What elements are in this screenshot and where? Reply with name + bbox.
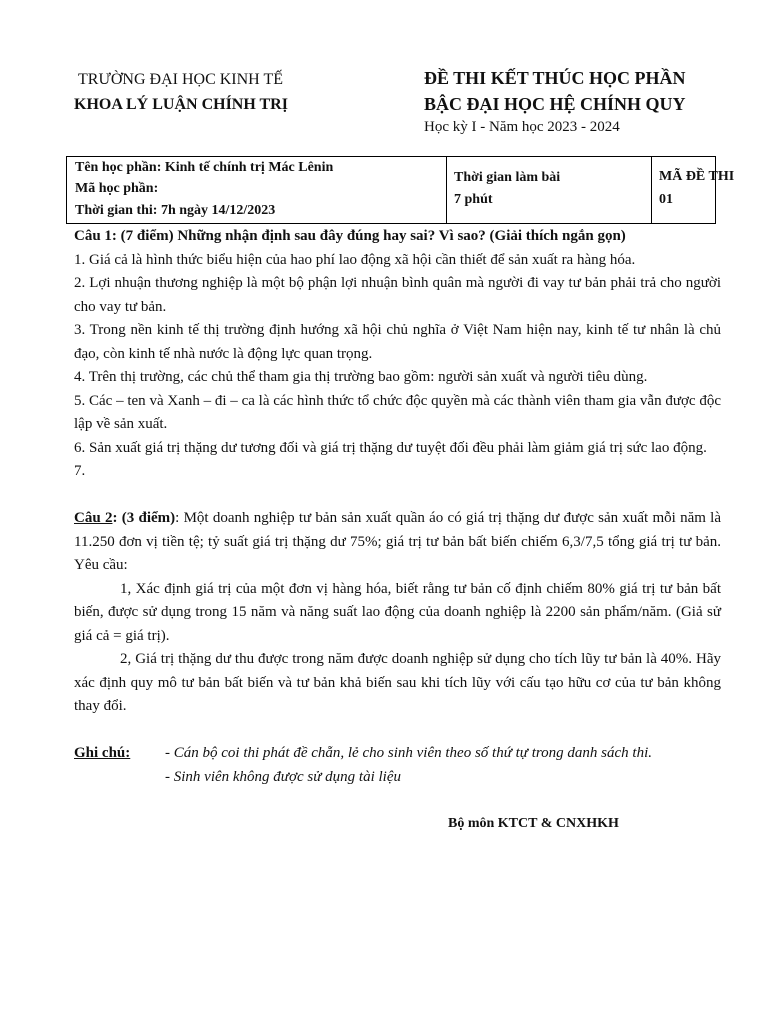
note-line-1: - Cán bộ coi thi phát đề chẵn, lẻ cho sinh viên theo số thứ tự trong danh sách thi. [165,745,653,761]
question-2-part-1: 1, Xác định giá trị của một đơn vị hàng hóa, biết rằng tư bản cố định chiếm 80% giá trị tư bản bất biến, được sử dụng trong 15 năm và năng suất lao động của doanh nghiệp là 2200 sản phẩm/năm. (Giả sử giá cả = giá trị). [74,580,721,644]
exam-code-label: MÃ ĐỀ THI [659,169,735,184]
faculty-name: KHOA LÝ LUẬN CHÍNH TRỊ [74,96,288,113]
course-code: Mã học phần: [75,181,159,196]
course-name-line [75,160,333,176]
exam-code-cell [652,157,735,223]
question-2 [74,507,721,719]
question-1-item: 1. Giá cả là hình thức biểu hiện của hao phí lao động xã hội cần thiết để sản xuất ra hàng hóa. [74,251,636,268]
question-1-item: 4. Trên thị trường, các chủ thể tham gia thị trường bao gồm: người sản xuất và người tiêu dùng. [74,369,648,385]
duration-label: Thời gian làm bài [454,170,561,185]
question-2-points: (3 điểm) [121,510,176,526]
question-2-intro-text: : Một doanh nghiệp tư bản sản xuất quần áo có giá trị thặng dư được sản xuất mỗi năm là 11.250 đơn vị tiền tệ; tỷ suất giá trị thặng dư 75%; giá trị tư bản bất biến chiếm 6,3/7,5 tổng giá trị tư bản. Yêu cầu: [74,510,721,573]
exam-title: ĐỀ THI KẾT THÚC HỌC PHẦN [424,68,686,88]
question-1 [74,225,721,484]
note-line-2: - Sinh viên không được sử dụng tài liệu [165,769,401,785]
exam-level: BẬC ĐẠI HỌC HỆ CHÍNH QUY [424,94,686,114]
exam-info-table [66,156,735,224]
exam-code-value: 01 [659,192,673,207]
notes-label: Ghi chú: [74,745,131,761]
course-info-cell [67,157,447,223]
question-1-item: 7. [74,463,86,479]
duration-cell [447,157,652,223]
question-1-item: 6. Sản xuất giá trị thặng dư tương đối và giá trị thặng dư tuyệt đối đều phải làm giảm giá trị sức lao động. [74,439,707,456]
question-1-item: 2. Lợi nhuận thương nghiệp là một bộ phận lợi nhuận bình quân mà người đi vay tư bản phải trả cho người cho vay tư bản. [74,275,721,315]
school-name: TRƯỜNG ĐẠI HỌC KINH TẾ [78,71,283,88]
question-1-heading: Câu 1: (7 điểm) Những nhận định sau đây đúng hay sai? Vì sao? (Giải thích ngắn gọn) [74,228,626,244]
department-signoff: Bộ môn KTCT & CNXHKH [448,816,619,831]
course-label: Tên học phần [75,160,157,175]
question-1-item: 3. Trong nền kinh tế thị trường định hướng xã hội chủ nghĩa ở Việt Nam hiện nay, kinh tế tư nhân là chủ đạo, còn kinh tế nhà nước là động lực quan trọng. [74,322,721,362]
question-2-intro [74,507,721,578]
question-2-colon: : [112,510,122,526]
course-name: : Kinh tế chính trị Mác Lênin [156,160,334,175]
duration-value: 7 phút [454,192,493,207]
exam-time: Thời gian thi: 7h ngày 14/12/2023 [75,203,276,218]
question-2-part-2: 2, Giá trị thặng dư thu được trong năm được doanh nghiệp sử dụng cho tích lũy tư bản là 40%. Hãy xác định quy mô tư bản bất biến và tư bản khả biến sau khi tích lũy với cấu tạo hữu cơ của tư bản không thay đổi. [74,651,721,714]
question-2-label: Câu 2 [74,510,113,526]
question-1-item: 5. Các – ten và Xanh – đi – ca là các hình thức tổ chức độc quyền mà các thành viên tham gia vẫn được độc lập về sản xuất. [74,392,721,432]
semester-line: Học kỳ I - Năm học 2023 - 2024 [424,119,620,135]
